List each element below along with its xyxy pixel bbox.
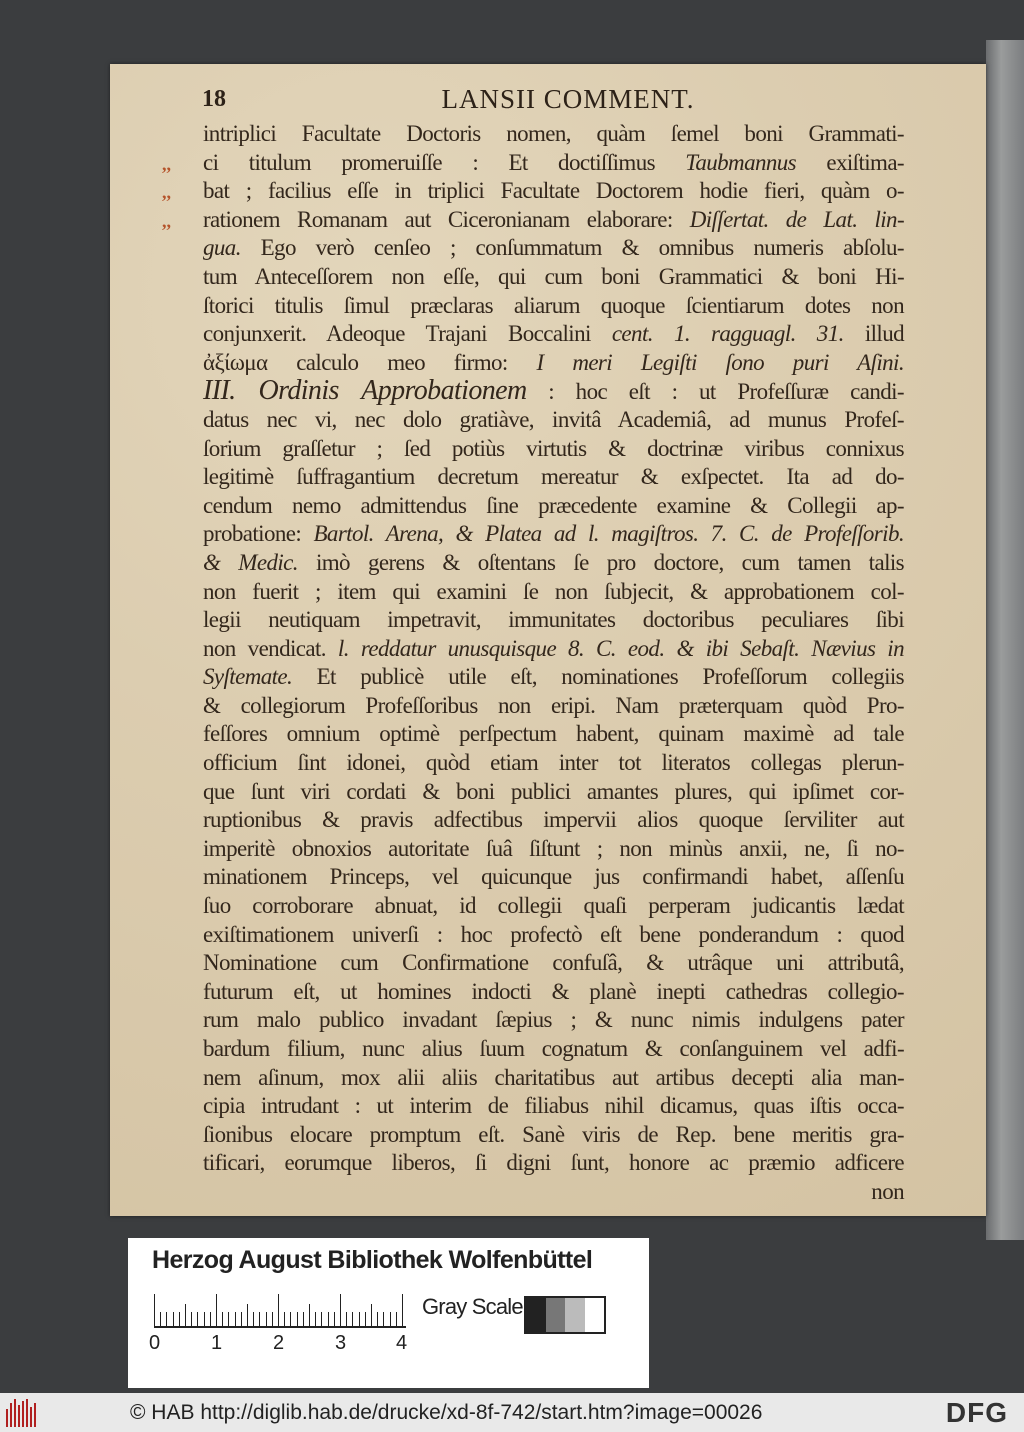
text-segment: que ſunt viri cordati & boni publici amantes plures, qui ipſimet cor- [203,778,904,804]
ruler-tick [315,1312,316,1326]
ruler-tick [284,1312,285,1326]
text-line [203,149,904,178]
text-segment: minationem Princeps, vel quicunque jus confirmandi habet, aſſenſu [203,864,904,890]
ruler-tick [346,1312,347,1326]
hab-logo-icon [6,1399,42,1427]
text-line [203,663,904,692]
text-segment: Ego verò cenſeo ; conſummatum & omnibus numeris abſolu- [240,235,904,261]
logo-bar [18,1405,20,1427]
text-segment: conjunxerit. Adeoque Trajani Boccalini [203,321,612,347]
text-segment: tum Anteceſſorem non eſſe, qui cum boni Grammatici & boni Hi- [203,263,904,289]
text-segment: legii neutiquam impetravit, immunitates doctoribus peculiares ſibi [203,607,904,633]
logo-bar [30,1407,32,1427]
text-line [203,635,904,664]
ruler-tick [222,1312,223,1326]
ruler-number: 1 [211,1332,223,1354]
text-line [203,435,904,464]
text-line [203,206,904,235]
text-line [203,492,904,521]
text-line [203,949,904,978]
page-number: 18 [202,86,226,112]
ruler-tick [259,1312,260,1326]
scale-card [128,1238,649,1388]
text-segment: imperitè obnoxios autoritate ſuâ ſiſtunt ; non minùs anxii, ne, ſi no- [203,835,904,861]
margin-quote-marks [162,120,171,234]
ruler-tick [340,1294,341,1326]
margin-mark: ,, [162,182,171,203]
text-segment: officium ſint idonei, quòd etiam inter tot literatos collegas plerun- [203,750,904,776]
text-segment: non vendicat. [203,635,338,661]
ruler-number: 3 [335,1332,347,1354]
logo-bar [10,1403,12,1427]
italic-text: Taubmannus [685,149,797,175]
ruler-tick [383,1312,384,1326]
text-line [203,692,904,721]
text-line [203,863,904,892]
ruler-tick [235,1312,236,1326]
text-line [203,549,904,578]
logo-bar [26,1399,28,1427]
text-segment: non [871,1178,904,1204]
ruler-tick [185,1304,186,1326]
text-segment: ſuo corroborare abnuat, id collegii quaſi perperam judicantis lædat [203,893,904,919]
text-line [203,1178,904,1207]
ruler-tick [197,1312,198,1326]
text-line [203,263,904,292]
ruler-tick [247,1304,248,1326]
ruler-tick [377,1312,378,1326]
ruler-tick [334,1312,335,1326]
text-segment: nem aſinum, mox alii aliis charitatibus aut artibus decepti alia man- [203,1064,904,1090]
text-line [203,377,904,406]
gray-swatch [546,1298,566,1332]
ruler-tick [179,1312,180,1326]
text-segment: : hoc eſt : ut Profeſſuræ candi- [526,379,904,405]
margin-mark: ,, [162,153,171,174]
ruler-tick [173,1312,174,1326]
text-line [203,778,904,807]
text-line [203,463,904,492]
text-segment: datus nec vi, nec dolo gratiàve, invitâ Academiâ, ad munus Profeſ- [203,406,904,432]
text-segment: probatione: [203,521,314,547]
logo-bar [6,1409,8,1427]
ruler-tick [371,1304,372,1326]
italic-text: Bartol. Arena, & Platea ad l. magiſtros. 7. C. de Profeſſorib. [313,521,904,547]
italic-text: Syſtemate. [203,664,293,690]
ruler-tick [328,1312,329,1326]
ruler-tick [321,1312,322,1326]
ruler-tick [210,1312,211,1326]
text-segment: ſorium graſſetur ; ſed potiùs virtutis & doctrinæ viribus connixus [203,435,904,461]
text-segment: non fuerit ; item qui examini ſe non ſubjecit, & approbationem col- [203,578,904,604]
italic-text: gua. [203,235,241,261]
ruler-tick [297,1312,298,1326]
text-line [203,1035,904,1064]
ruler-tick [309,1304,310,1326]
text-line [203,1006,904,1035]
text-line [203,578,904,607]
text-segment: & collegiorum Profeſſoribus non eripi. Nam præterquam quòd Pro- [203,692,904,718]
text-segment: imò gerens & oſtentans ſe pro doctore, cum tamen talis [297,549,904,575]
ruler-tick [191,1312,192,1326]
ruler-tick [241,1312,242,1326]
scanned-page [110,64,986,1216]
gray-scale-label: Gray Scale [422,1294,523,1319]
logo-bar [14,1399,16,1427]
ruler-number: 2 [273,1332,285,1354]
italic-text: cent. 1. ragguagl. 31. [611,321,844,347]
text-segment: Et publicè utile eſt, nominationes Profeſſorum collegiis [292,664,904,690]
text-segment: futurum eſt, ut homines indocti & planè inepti cathedras collegio- [203,978,904,1004]
text-line [203,720,904,749]
ruler-tick [365,1312,366,1326]
logo-bar [34,1403,36,1427]
gray-swatch [526,1298,546,1332]
ruler-tick [352,1312,353,1326]
ruler-number: 0 [149,1332,161,1354]
text-segment: ἀξίωμα calculo meo firmo: [203,349,537,375]
text-line [203,406,904,435]
text-segment: ci titulum promeruiſſe : Et doctiſſimus [203,149,686,175]
text-segment: tificari, eorumque liberos, ſi digni ſunt, honore ac præmio adficere [203,1150,904,1176]
text-line [203,292,904,321]
italic-text: I meri Legiſti ſono puri Aſini. [536,349,904,375]
ruler-tick [402,1294,403,1326]
ruler-tick [396,1312,397,1326]
text-segment: bat ; facilius eſſe in triplici Facultate Doctorem hodie fieri, quàm o- [203,178,904,204]
adjacent-page-edge [986,40,1024,1240]
text-line [203,177,904,206]
text-line [203,1149,904,1178]
italic-text: l. reddatur unusquisque 8. C. eod. & ibi Sebaſt. Nævius in [337,635,904,661]
ruler-tick [359,1312,360,1326]
text-line [203,1121,904,1150]
ruler-number: 4 [396,1332,408,1354]
italic-text: III. Ordinis Approbationem [203,375,527,407]
ruler-tick [154,1294,155,1326]
text-segment: Nominatione cum Confirmatione confuſâ, & utrâque uni attributâ, [203,950,904,976]
text-segment: ſtorici titulis ſimul præclaras aliarum quoque ſcientiarum dotes non [203,292,904,318]
text-line [203,1064,904,1093]
text-line [203,749,904,778]
margin-mark: ,, [162,210,171,231]
text-line [203,349,904,378]
ruler-tick [228,1312,229,1326]
logo-bar [22,1401,24,1427]
italic-text: & Medic. [203,549,298,575]
text-segment: rationem Romanam aut Ciceronianam elaborare: [203,206,690,232]
text-segment: ſionibus elocare promptum eſt. Sanè viris de Rep. bene meritis gra- [203,1121,904,1147]
text-line [203,606,904,635]
text-line [203,320,904,349]
text-line [203,120,904,149]
ruler-tick [278,1294,279,1326]
ruler-tick [390,1312,391,1326]
ruler-tick [290,1312,291,1326]
credit-link[interactable]: © HAB http://diglib.hab.de/drucke/xd-8f-742/start.htm?image=00026 [130,1401,763,1424]
text-segment: rum malo publico invadant ſæpius ; & nunc nimis indulgens pater [203,1007,904,1033]
text-segment: illud [843,321,904,347]
text-line [203,806,904,835]
text-segment: legitimè ſuffragantium decretum mereatur & exſpectet. Ita ad do- [203,464,904,490]
text-segment: intriplici Facultate Doctoris nomen, quàm ſemel boni Grammati- [203,121,904,146]
ruler-tick [272,1312,273,1326]
text-line [203,835,904,864]
text-line [203,1092,904,1121]
text-segment: exiſtima- [796,149,904,175]
text-segment: cendum nemo admittendus ſine præcedente examine & Collegii ap- [203,492,904,518]
running-head: LANSII COMMENT. [441,84,695,114]
text-segment: bardum filium, nunc alius ſuum cognatum & conſanguinem vel adfi- [203,1036,904,1061]
ruler-tick [253,1312,254,1326]
text-line [203,234,904,263]
library-name: Herzog August Bibliothek Wolfenbüttel [152,1246,593,1274]
ruler-tick [266,1312,267,1326]
ruler-tick [160,1312,161,1326]
gray-swatch [585,1298,605,1332]
text-line [203,520,904,549]
text-segment: ruptionibus & pravis adfectibus impervii alios quoque ſerviliter aut [203,807,904,833]
ruler-tick [204,1312,205,1326]
ruler-tick [216,1294,217,1326]
ruler-tick [303,1312,304,1326]
cm-ruler [154,1294,406,1328]
dfg-logo: DFG [945,1397,1008,1428]
text-segment: feſſores omnium optimè perſpectum habent, quinam maximè ad tale [203,721,904,747]
text-segment: exiſtimationem univerſi : hoc profectò eſt bene ponderandum : quod [203,921,904,947]
body-text [203,120,904,1207]
text-line [203,921,904,950]
ruler-tick [166,1312,167,1326]
text-line [203,892,904,921]
text-segment: cipia intrudant : ut interim de filiabus nihil dicamus, quas iſtis occa- [203,1093,904,1119]
text-line [203,978,904,1007]
italic-text: Diſſertat. de Lat. lin- [689,206,905,232]
footer-bar [0,1393,1024,1432]
gray-scale-swatches [524,1296,606,1334]
gray-swatch [565,1298,585,1332]
